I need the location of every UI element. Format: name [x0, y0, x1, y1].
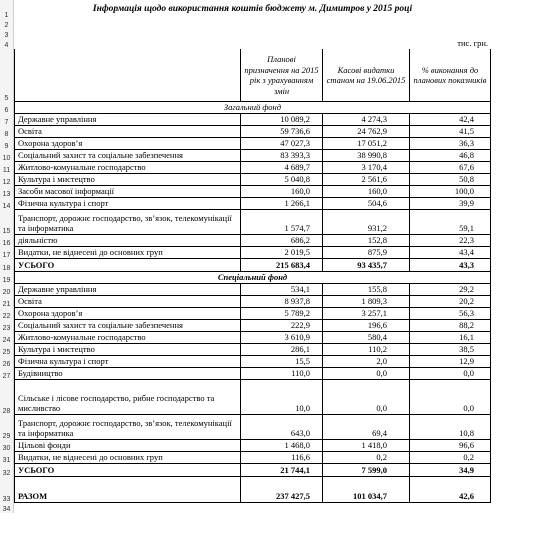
percent-cell[interactable]: 0,2: [410, 452, 491, 464]
row-number[interactable]: 22: [0, 308, 14, 320]
percent-cell[interactable]: 96,6: [410, 440, 491, 452]
row-number[interactable]: 29: [0, 415, 14, 440]
cash-cell[interactable]: 504,6: [323, 198, 410, 210]
row-number[interactable]: 7: [0, 114, 14, 126]
row-number[interactable]: 9: [0, 138, 14, 150]
category-cell[interactable]: діяльністю: [14, 235, 241, 247]
row-number[interactable]: 12: [0, 174, 14, 186]
row-number[interactable]: 16: [0, 235, 14, 247]
category-cell[interactable]: Фізична культура і спорт: [14, 198, 241, 210]
row-number[interactable]: 24: [0, 332, 14, 344]
category-cell[interactable]: Освіта: [14, 296, 241, 308]
percent-cell[interactable]: 42,6: [410, 477, 491, 503]
cash-cell[interactable]: 4 274,3: [323, 114, 410, 126]
row-number[interactable]: 32: [0, 464, 14, 477]
sheet-row: [0, 102, 535, 114]
planned-cell[interactable]: 5 789,2: [241, 308, 323, 320]
sheet-row: [0, 308, 535, 320]
category-cell[interactable]: Будівництво: [14, 368, 241, 380]
row-number[interactable]: 18: [0, 259, 14, 272]
category-cell[interactable]: Охорона здоров’я: [14, 308, 241, 320]
row-number[interactable]: 10: [0, 150, 14, 162]
page-title[interactable]: Інформація щодо використання коштів бюджету м. Димитров у 2015 році: [92, 4, 413, 14]
percent-cell[interactable]: 43,3: [410, 259, 491, 272]
sheet-row: [0, 162, 535, 174]
sheet-row: [0, 320, 535, 332]
percent-cell[interactable]: 46,8: [410, 150, 491, 162]
percent-cell[interactable]: 56,3: [410, 308, 491, 320]
category-cell[interactable]: Видатки, не віднесені до основних груп: [14, 247, 241, 259]
sheet-row: [0, 272, 535, 284]
row-number[interactable]: 3: [0, 29, 14, 39]
category-cell[interactable]: Державне управління: [14, 114, 241, 126]
percent-cell[interactable]: 50,8: [410, 174, 491, 186]
sheet-row: [0, 356, 535, 368]
planned-cell[interactable]: 237 427,5: [241, 477, 323, 503]
percent-cell[interactable]: 43,4: [410, 247, 491, 259]
percent-cell[interactable]: 36,3: [410, 138, 491, 150]
sheet-row: [0, 126, 535, 138]
percent-cell[interactable]: 67,6: [410, 162, 491, 174]
category-cell[interactable]: Транспорт, дорожнє господарство, зв’язок, телекомунікації та інформатика: [14, 210, 241, 235]
row-number[interactable]: 2: [0, 19, 14, 29]
row-number[interactable]: 19: [0, 272, 14, 284]
percent-cell[interactable]: 16,1: [410, 332, 491, 344]
row-number[interactable]: 20: [0, 284, 14, 296]
sheet-row: [0, 49, 535, 102]
cash-cell[interactable]: 3 170,4: [323, 162, 410, 174]
sheet-row: [0, 39, 535, 49]
cash-cell[interactable]: 580,4: [323, 332, 410, 344]
sheet-row: [0, 247, 535, 259]
sheet-row: [0, 477, 535, 503]
cash-cell[interactable]: 2,0: [323, 356, 410, 368]
percent-cell[interactable]: 20,2: [410, 296, 491, 308]
planned-cell[interactable]: 3 610,9: [241, 332, 323, 344]
cash-cell[interactable]: 155,8: [323, 284, 410, 296]
percent-cell[interactable]: 0,0: [410, 368, 491, 380]
row-number[interactable]: 5: [0, 49, 14, 102]
row-number[interactable]: 27: [0, 368, 14, 380]
cash-cell[interactable]: 110,2: [323, 344, 410, 356]
planned-cell[interactable]: 10,0: [241, 380, 323, 415]
row-number[interactable]: 30: [0, 440, 14, 452]
cash-cell[interactable]: 101 034,7: [323, 477, 410, 503]
category-cell[interactable]: Транспорт, дорожнє господарство, зв’язок, телекомунікації та інформатика: [14, 415, 241, 440]
planned-cell[interactable]: 116,6: [241, 452, 323, 464]
category-cell[interactable]: Державне управління: [14, 284, 241, 296]
sheet-row: [0, 296, 535, 308]
row-number[interactable]: 31: [0, 452, 14, 464]
category-cell[interactable]: РАЗОМ: [14, 477, 241, 503]
percent-cell[interactable]: 0,0: [410, 380, 491, 415]
planned-cell[interactable]: 8 937,8: [241, 296, 323, 308]
cash-cell[interactable]: 152,8: [323, 235, 410, 247]
category-cell[interactable]: Культура і мистецтво: [14, 174, 241, 186]
row-number[interactable]: 13: [0, 186, 14, 198]
section-special-fund[interactable]: Спеціальний фонд: [14, 272, 491, 284]
sheet-row: [0, 259, 535, 272]
sheet-row: [0, 440, 535, 452]
row-number[interactable]: 21: [0, 296, 14, 308]
planned-cell[interactable]: 21 744,1: [241, 464, 323, 477]
row-number[interactable]: 1: [0, 0, 14, 19]
cash-cell[interactable]: 0,0: [323, 368, 410, 380]
planned-cell[interactable]: 110,0: [241, 368, 323, 380]
header-percent[interactable]: % виконання до планових показників: [410, 49, 491, 102]
sheet-row: [0, 0, 535, 19]
planned-cell[interactable]: 59 736,6: [241, 126, 323, 138]
sheet-row: [0, 284, 535, 296]
planned-cell[interactable]: 5 040,8: [241, 174, 323, 186]
cash-cell[interactable]: 24 762,9: [323, 126, 410, 138]
category-cell[interactable]: УСЬОГО: [14, 464, 241, 477]
sheet-row: [0, 210, 535, 235]
planned-cell[interactable]: 2 019,5: [241, 247, 323, 259]
row-number[interactable]: 34: [0, 503, 14, 513]
planned-cell[interactable]: 643,0: [241, 415, 323, 440]
cash-cell[interactable]: 0,2: [323, 452, 410, 464]
category-cell[interactable]: Фізична культура і спорт: [14, 356, 241, 368]
planned-cell[interactable]: 10 089,2: [241, 114, 323, 126]
category-cell[interactable]: Засоби масової інформації: [14, 186, 241, 198]
sheet-row: [0, 29, 535, 39]
cash-cell[interactable]: 69,4: [323, 415, 410, 440]
row-number[interactable]: 14: [0, 198, 14, 210]
cash-cell[interactable]: 7 599,0: [323, 464, 410, 477]
category-cell[interactable]: Охорона здоров’я: [14, 138, 241, 150]
planned-cell[interactable]: 534,1: [241, 284, 323, 296]
sheet-row: [0, 464, 535, 477]
row-number[interactable]: 17: [0, 247, 14, 259]
row-number[interactable]: 26: [0, 356, 14, 368]
cash-cell[interactable]: 93 435,7: [323, 259, 410, 272]
percent-cell[interactable]: 22,3: [410, 235, 491, 247]
sheet-row: [0, 452, 535, 464]
cash-cell[interactable]: 196,6: [323, 320, 410, 332]
percent-cell[interactable]: 10,8: [410, 415, 491, 440]
category-cell[interactable]: Культура і мистецтво: [14, 344, 241, 356]
category-cell[interactable]: Цільові фонди: [14, 440, 241, 452]
sheet-row: [0, 368, 535, 380]
sheet-row: [0, 114, 535, 126]
planned-cell[interactable]: 83 393,3: [241, 150, 323, 162]
cash-cell[interactable]: 931,2: [323, 210, 410, 235]
cash-cell[interactable]: 875,9: [323, 247, 410, 259]
cash-cell[interactable]: 0,0: [323, 380, 410, 415]
planned-cell[interactable]: 222,9: [241, 320, 323, 332]
sheet-row: [0, 19, 535, 29]
sheet-row: [0, 150, 535, 162]
percent-cell[interactable]: 59,1: [410, 210, 491, 235]
row-number[interactable]: 8: [0, 126, 14, 138]
category-cell[interactable]: Освіта: [14, 126, 241, 138]
cash-cell[interactable]: 17 051,2: [323, 138, 410, 150]
sheet-row: [0, 380, 535, 415]
row-number[interactable]: 11: [0, 162, 14, 174]
unit-label[interactable]: тис. грн.: [457, 39, 488, 48]
sheet-row: [0, 415, 535, 440]
percent-cell[interactable]: 38,5: [410, 344, 491, 356]
sheet-row: [0, 174, 535, 186]
cash-cell[interactable]: 1 418,0: [323, 440, 410, 452]
percent-cell[interactable]: 34,9: [410, 464, 491, 477]
header-planned[interactable]: Планові призначення на 2015 рік з урахуванням змін: [241, 49, 323, 102]
planned-cell[interactable]: 215 683,4: [241, 259, 323, 272]
row-number[interactable]: 15: [0, 210, 14, 235]
sheet-row: [0, 186, 535, 198]
sheet-row: [0, 332, 535, 344]
header-empty-cell[interactable]: [14, 49, 241, 102]
category-cell[interactable]: Житлово-комунальне господарство: [14, 162, 241, 174]
percent-cell[interactable]: 12,9: [410, 356, 491, 368]
row-number[interactable]: 23: [0, 320, 14, 332]
cash-cell[interactable]: 2 561,6: [323, 174, 410, 186]
header-cash[interactable]: Касові видатки станом на 19.06.2015: [323, 49, 410, 102]
sheet-row: [0, 235, 535, 247]
percent-cell[interactable]: 39,9: [410, 198, 491, 210]
category-cell[interactable]: Житлово-комунальне господарство: [14, 332, 241, 344]
percent-cell[interactable]: 29,2: [410, 284, 491, 296]
sheet-row: [0, 198, 535, 210]
planned-cell[interactable]: 286,1: [241, 344, 323, 356]
cash-cell[interactable]: 38 990,8: [323, 150, 410, 162]
category-cell[interactable]: Соціальний захист та соціальне забезпечення: [14, 150, 241, 162]
cash-cell[interactable]: 3 257,1: [323, 308, 410, 320]
category-cell[interactable]: Соціальний захист та соціальне забезпечення: [14, 320, 241, 332]
cash-cell[interactable]: 160,0: [323, 186, 410, 198]
planned-cell[interactable]: 160,0: [241, 186, 323, 198]
row-number[interactable]: 25: [0, 344, 14, 356]
category-cell[interactable]: УСЬОГО: [14, 259, 241, 272]
row-number[interactable]: 33: [0, 477, 14, 503]
sheet-row: [0, 344, 535, 356]
category-cell[interactable]: Сільське і лісове господарство, рибне господарство та мисливство: [14, 380, 241, 415]
row-number[interactable]: 6: [0, 102, 14, 114]
cash-cell[interactable]: 1 809,3: [323, 296, 410, 308]
section-general-fund[interactable]: Загальний фонд: [14, 102, 491, 114]
percent-cell[interactable]: 88,2: [410, 320, 491, 332]
sheet-row: [0, 503, 535, 513]
sheet-row: [0, 138, 535, 150]
category-cell[interactable]: Видатки, не віднесені до основних груп: [14, 452, 241, 464]
row-number[interactable]: 28: [0, 380, 14, 415]
planned-cell[interactable]: 15,5: [241, 356, 323, 368]
percent-cell[interactable]: 42,4: [410, 114, 491, 126]
percent-cell[interactable]: 100,0: [410, 186, 491, 198]
percent-cell[interactable]: 41,5: [410, 126, 491, 138]
planned-cell[interactable]: 1 266,1: [241, 198, 323, 210]
planned-cell[interactable]: 686,2: [241, 235, 323, 247]
planned-cell[interactable]: 47 027,3: [241, 138, 323, 150]
planned-cell[interactable]: 1 574,7: [241, 210, 323, 235]
row-number[interactable]: 4: [0, 39, 14, 49]
planned-cell[interactable]: 4 689,7: [241, 162, 323, 174]
planned-cell[interactable]: 1 468,0: [241, 440, 323, 452]
